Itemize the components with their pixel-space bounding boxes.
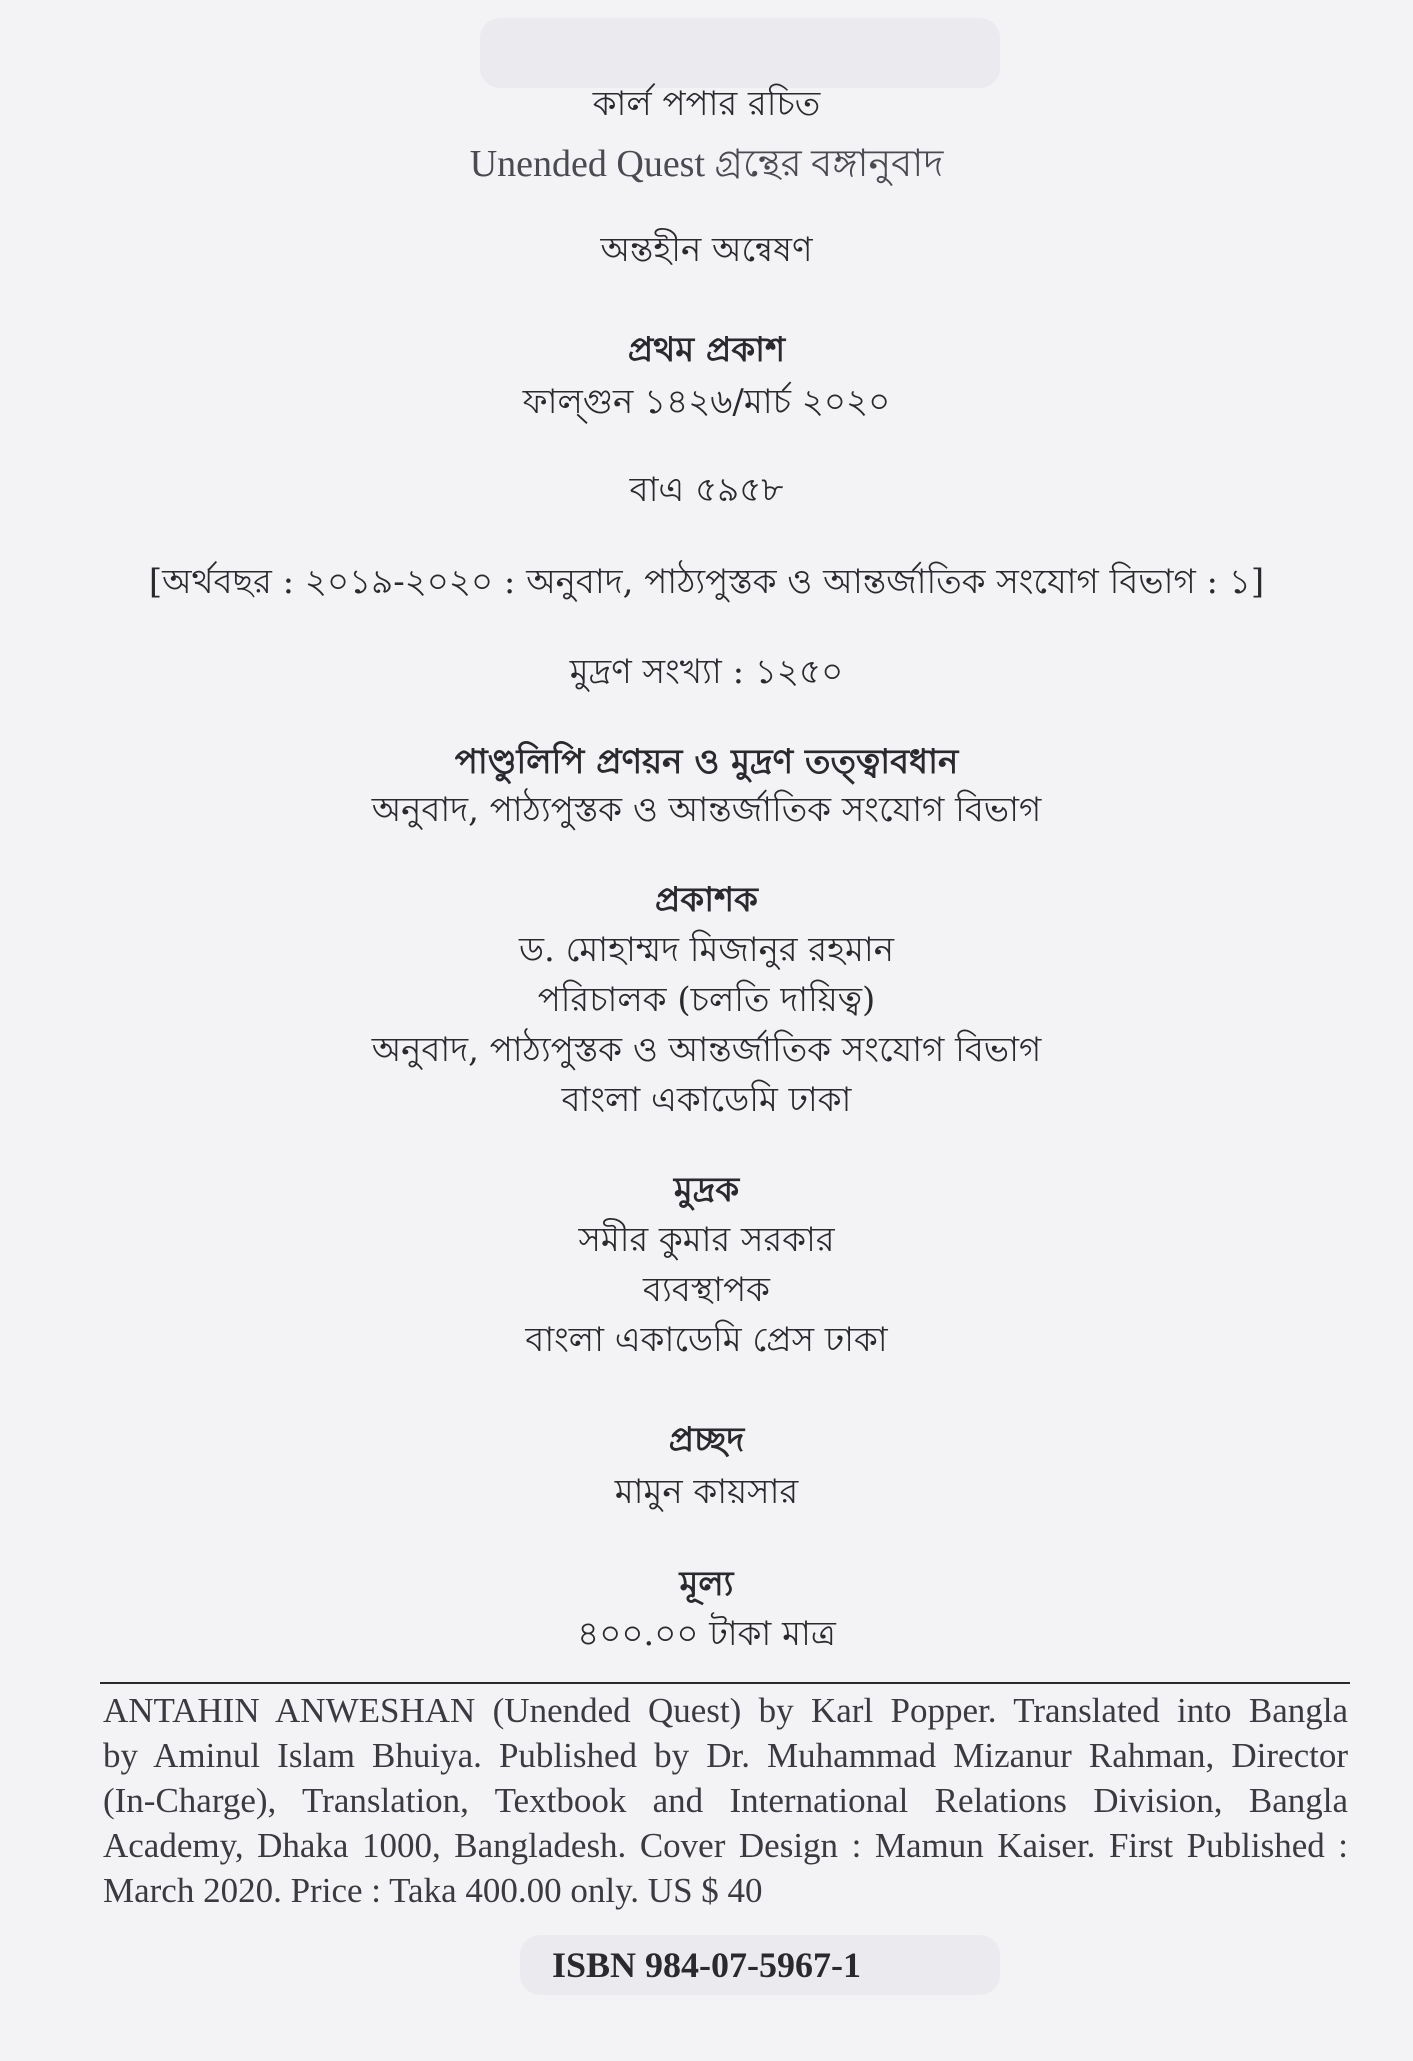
bangla-title: অন্তহীন অন্বেষণ — [600, 230, 813, 270]
colophon-line: by Aminul Islam Bhuiya. Published by Dr. Muhammad Mizanur Rahman, Director — [103, 1736, 1348, 1775]
publisher-heading: প্রকাশক — [655, 880, 758, 920]
manuscript-heading: পাণ্ডুলিপি প্রণয়ন ও মুদ্রণ তত্ত্বাবধান — [454, 742, 959, 782]
printer-name: সমীর কুমার সরকার — [578, 1220, 835, 1260]
catalog-number: বাএ ৫৯৫৮ — [629, 470, 784, 510]
print-run: মুদ্রণ সংখ্যা : ১২৫০ — [569, 652, 844, 692]
publisher-name: ড. মোহাম্মদ মিজানুর রহমান — [518, 930, 895, 970]
first-edition-heading: প্রথম প্রকাশ — [627, 330, 786, 370]
original-title-line: Unended Quest গ্রন্থের বঙ্গানুবাদ — [469, 143, 944, 185]
price-value: ৪০০.০০ টাকা মাত্র — [577, 1614, 836, 1654]
colophon-line: Academy, Dhaka 1000, Bangladesh. Cover Design : Mamun Kaiser. First Published : — [103, 1826, 1348, 1865]
first-edition-date: ফাল্গুন ১৪২৬/মার্চ ২০২০ — [522, 382, 891, 422]
printer-role: ব্যবস্থাপক — [643, 1270, 770, 1310]
colophon-line: March 2020. Price : Taka 400.00 only. US $ 40 — [103, 1871, 763, 1910]
cover-designer: মামুন কায়সার — [614, 1472, 799, 1512]
english-colophon — [103, 1688, 1348, 1913]
price-heading: মূল্য — [679, 1564, 734, 1604]
printer-heading: মুদ্রক — [673, 1170, 740, 1210]
colophon-line: (In-Charge), Translation, Textbook and International Relations Division, Bangla — [103, 1781, 1348, 1820]
isbn: ISBN 984-07-5967-1 — [551, 1945, 861, 1985]
colophon-line: ANTAHIN ANWESHAN (Unended Quest) by Karl Popper. Translated into Bangla — [103, 1691, 1348, 1730]
publisher-org: বাংলা একাডেমি ঢাকা — [561, 1080, 852, 1120]
printer-org: বাংলা একাডেমি প্রেস ঢাকা — [525, 1320, 888, 1360]
show-through-shadow — [480, 18, 1000, 88]
cover-heading: প্রচ্ছদ — [668, 1420, 745, 1460]
manuscript-division: অনুবাদ, পাঠ্যপুস্তক ও আন্তর্জাতিক সংযোগ বিভাগ — [371, 790, 1042, 830]
divider-rule — [100, 1682, 1350, 1684]
fiscal-note: [অর্থবছর : ২০১৯-২০২০ : অনুবাদ, পাঠ্যপুস্তক ও আন্তর্জাতিক সংযোগ বিভাগ : ১] — [148, 562, 1265, 602]
author-line: কার্ল পপার রচিত — [592, 84, 821, 124]
publisher-role: পরিচালক (চলতি দায়িত্ব) — [537, 980, 876, 1020]
publisher-division: অনুবাদ, পাঠ্যপুস্তক ও আন্তর্জাতিক সংযোগ বিভাগ — [371, 1030, 1042, 1070]
